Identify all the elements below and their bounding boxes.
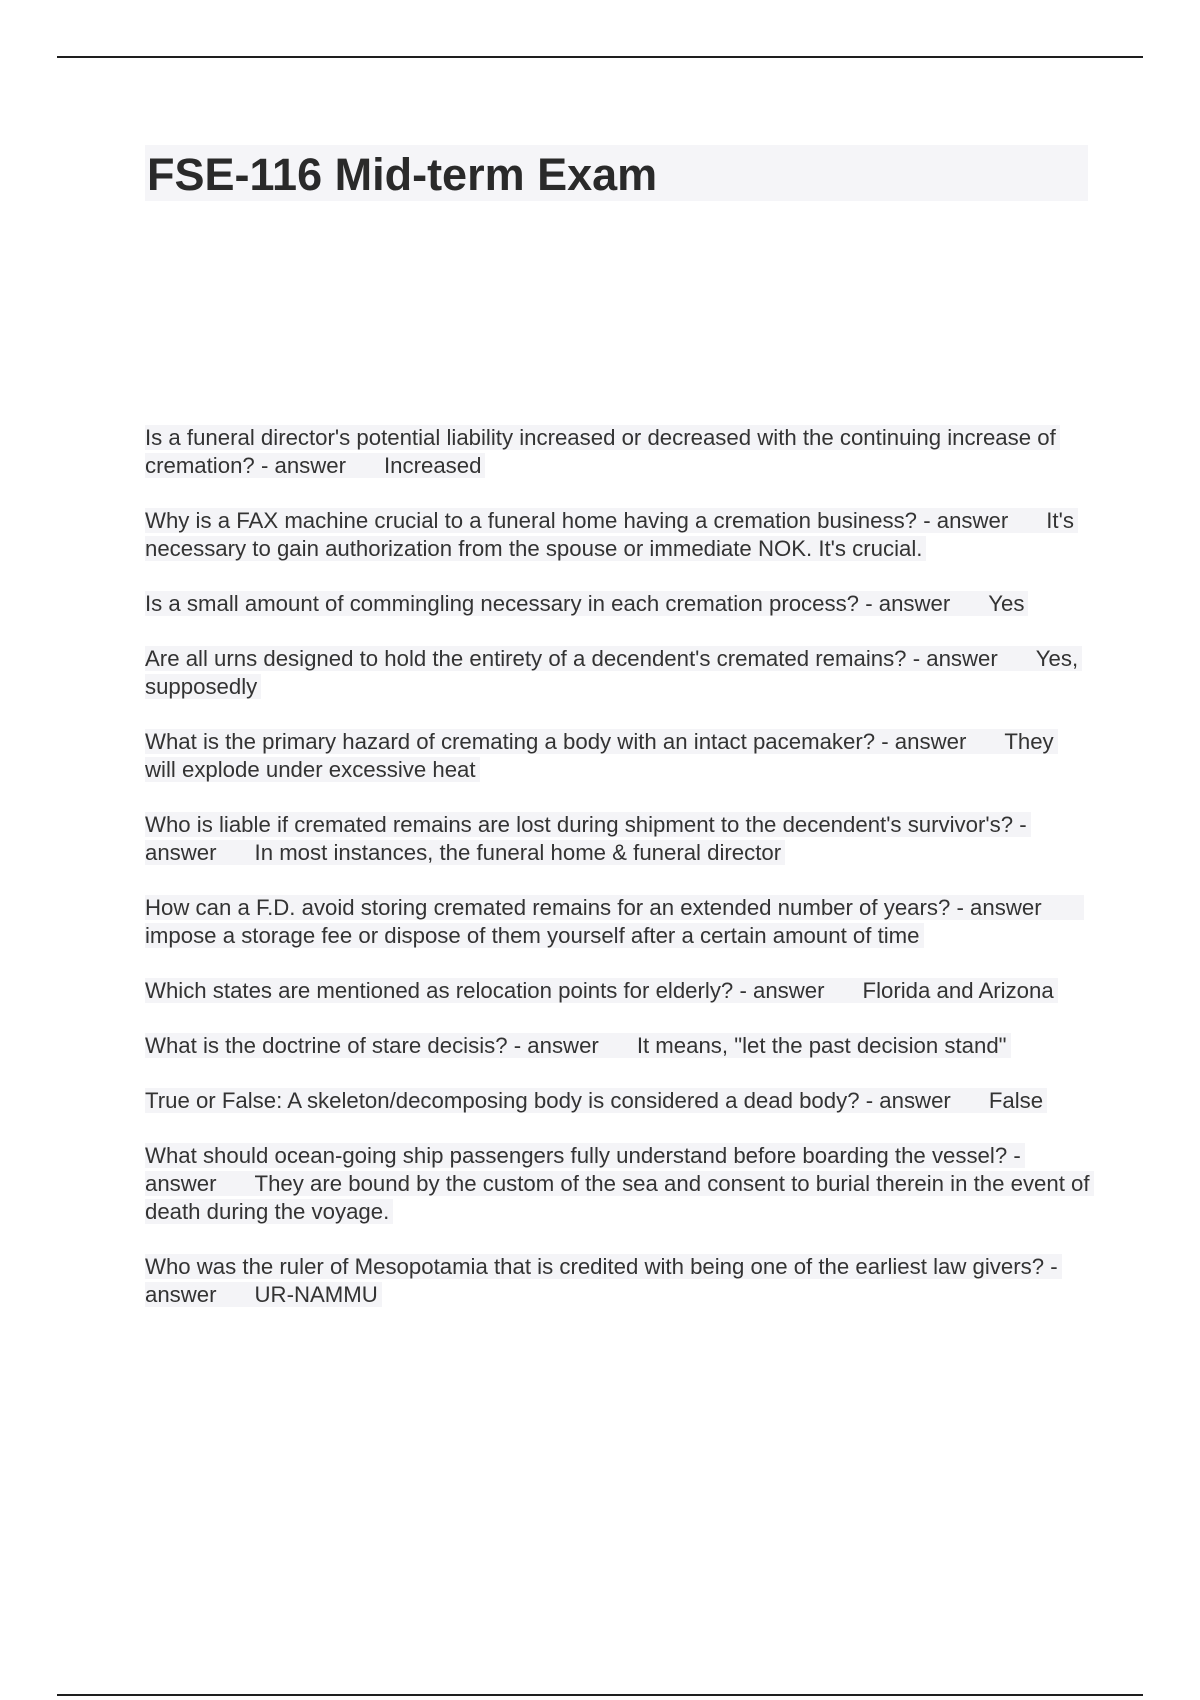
question-text: Who was the ruler of Mesopotamia that is credited with being one of the earliest law givers? [145, 1254, 1045, 1279]
top-rule [57, 56, 1143, 58]
answer-label: - answer [739, 978, 825, 1003]
answer-label: - answer [145, 812, 1027, 865]
answer-label: - answer [513, 1033, 599, 1058]
answer-label: - answer [145, 1254, 1058, 1307]
answer-label: - answer [881, 729, 967, 754]
answer-label: - answer [145, 1143, 1021, 1196]
answer-text: They are bound by the custom of the sea and consent to burial therein in the event of death during the voyage. [145, 1171, 1090, 1224]
answer-label: - answer [912, 646, 998, 671]
bottom-rule [57, 1694, 1143, 1696]
answer-label: - answer [865, 1088, 951, 1113]
qa-item [145, 1032, 1090, 1060]
page-title: FSE-116 Mid-term Exam [147, 149, 658, 200]
answer-label: - answer [865, 591, 951, 616]
qa-item [145, 1087, 1090, 1115]
question-text: Which states are mentioned as relocation points for elderly? [145, 978, 734, 1003]
answer-text: It's necessary to gain authorization from the spouse or immediate NOK. It's crucial. [145, 508, 1074, 561]
answer-text: In most instances, the funeral home & funeral director [254, 840, 782, 865]
question-text: Are all urns designed to hold the entirety of a decendent's cremated remains? [145, 646, 907, 671]
answer-label: - answer [956, 895, 1042, 920]
qa-item [145, 590, 1090, 618]
qa-item [145, 507, 1090, 563]
qa-item [145, 811, 1090, 867]
answer-text: Florida and Arizona [862, 978, 1054, 1003]
question-text: True or False: A skeleton/decomposing body is considered a dead body? [145, 1088, 860, 1113]
qa-item [145, 424, 1090, 480]
answer-label: - answer [923, 508, 1009, 533]
qa-item [145, 1142, 1090, 1226]
answer-text: Yes, supposedly [145, 646, 1079, 699]
answer-text: Yes [988, 591, 1025, 616]
qa-item [145, 645, 1090, 701]
question-text: Why is a FAX machine crucial to a funeral home having a cremation business? [145, 508, 918, 533]
answer-text: UR-NAMMU [254, 1282, 378, 1307]
answer-text: impose a storage fee or dispose of them yourself after a certain amount of time [145, 923, 920, 948]
answer-text: It means, "let the past decision stand" [636, 1033, 1007, 1058]
question-text: What should ocean-going ship passengers fully understand before boarding the vessel? [145, 1143, 1008, 1168]
question-text: What is the primary hazard of cremating a body with an intact pacemaker? [145, 729, 876, 754]
title-block [145, 145, 1088, 201]
question-text: Is a funeral director's potential liability increased or decreased with the continuing increase of cremation? [145, 425, 1056, 478]
qa-list [145, 424, 1090, 1336]
question-text: How can a F.D. avoid storing cremated remains for an extended number of years? [145, 895, 951, 920]
question-text: What is the doctrine of stare decisis? [145, 1033, 508, 1058]
qa-item [145, 1253, 1090, 1309]
answer-text: Increased [384, 453, 482, 478]
answer-text: False [988, 1088, 1044, 1113]
question-text: Is a small amount of commingling necessary in each cremation process? [145, 591, 860, 616]
answer-text: They will explode under excessive heat [145, 729, 1054, 782]
question-text: Who is liable if cremated remains are lost during shipment to the decendent's survivor's? [145, 812, 1014, 837]
qa-item [145, 977, 1090, 1005]
answer-label: - answer [260, 453, 347, 478]
qa-item [145, 894, 1090, 950]
qa-item [145, 728, 1090, 784]
